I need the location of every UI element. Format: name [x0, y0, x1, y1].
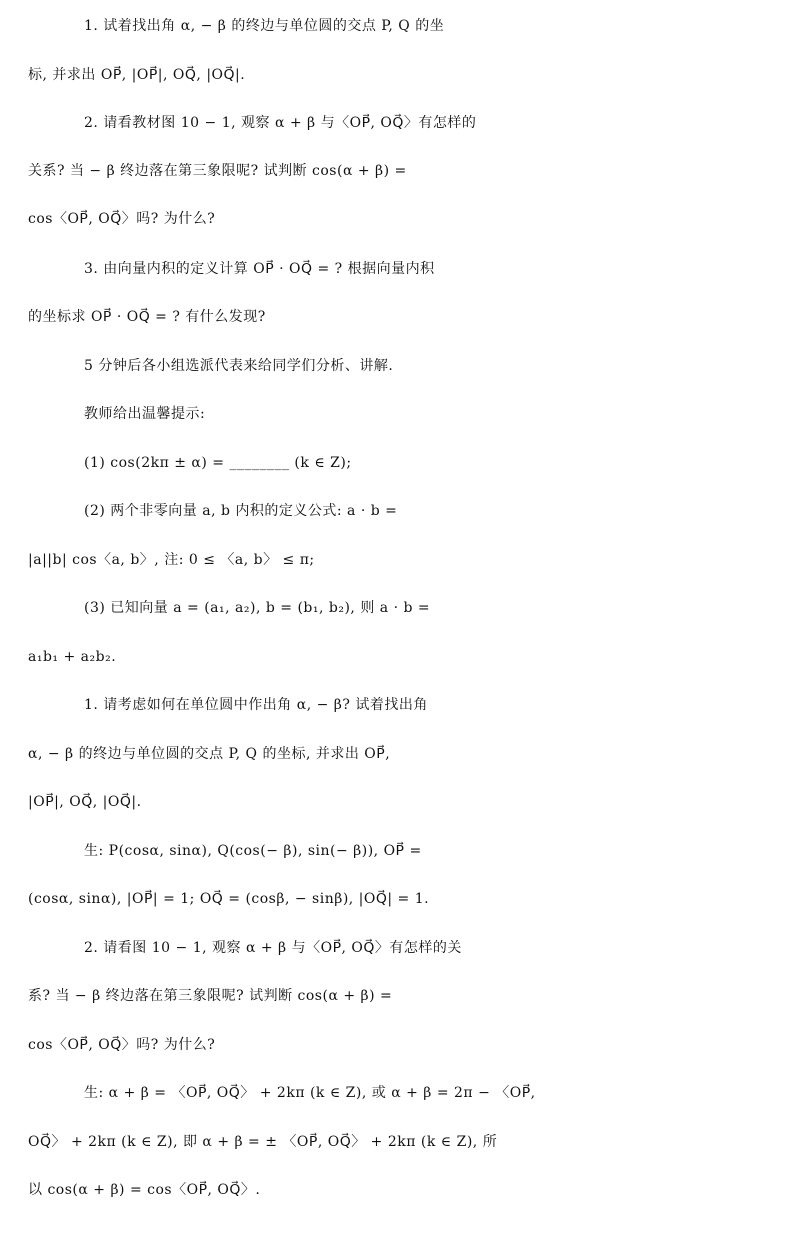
text-line-22: cos〈OP⃗, OQ⃗〉吗? 为什么? — [28, 1037, 216, 1053]
text-line-6: 3. 由向量内积的定义计算 OP⃗ · OQ⃗ = ? 根据向量内积 — [84, 261, 435, 277]
text-line-18: 生: P(cosα, sinα), Q(cos(− β), sin(− β)), OP⃗ = — [84, 843, 422, 859]
text-line-23: 生: α + β = 〈OP⃗, OQ⃗〉 + 2kπ (k ∈ Z), 或 α + β = 2π − 〈OP⃗, — [84, 1085, 536, 1101]
text-line-15: 1. 请考虑如何在单位圆中作出角 α, − β? 试着找出角 — [84, 697, 428, 713]
text-line-21: 系? 当 − β 终边落在第三象限呢? 试判断 cos(α + β) = — [28, 988, 393, 1004]
text-line-17: |OP⃗|, OQ⃗, |OQ⃗|. — [28, 794, 142, 810]
text-line-11: (2) 两个非零向量 a, b 内积的定义公式: a · b = — [84, 503, 398, 519]
text-line-10: (1) cos(2kπ ± α) = ________ (k ∈ Z); — [84, 455, 352, 471]
text-line-16: α, − β 的终边与单位圆的交点 P, Q 的坐标, 并求出 OP⃗, — [28, 746, 391, 762]
text-line-8: 5 分钟后各小组选派代表来给同学们分析、讲解. — [84, 358, 394, 374]
text-line-9: 教师给出温馨提示: — [84, 406, 206, 422]
text-line-1: 1. 试着找出角 α, − β 的终边与单位圆的交点 P, Q 的坐 — [84, 18, 445, 34]
text-line-20: 2. 请看图 10 − 1, 观察 α + β 与〈OP⃗, OQ⃗〉有怎样的关 — [84, 940, 462, 956]
text-line-7: 的坐标求 OP⃗ · OQ⃗ = ? 有什么发现? — [28, 309, 266, 325]
text-line-13: (3) 已知向量 a = (a₁, a₂), b = (b₁, b₂), 则 a · b = — [84, 600, 431, 616]
text-line-5: cos〈OP⃗, OQ⃗〉吗? 为什么? — [28, 211, 216, 227]
text-line-12: |a||b| cos〈a, b〉, 注: 0 ≤ 〈a, b〉 ≤ π; — [28, 552, 315, 568]
text-line-25: 以 cos(α + β) = cos〈OP⃗, OQ⃗〉. — [28, 1182, 261, 1198]
text-line-4: 关系? 当 − β 终边落在第三象限呢? 试判断 cos(α + β) = — [28, 163, 407, 179]
text-line-2: 标, 并求出 OP⃗, |OP⃗|, OQ⃗, |OQ⃗|. — [28, 67, 246, 83]
text-line-19: (cosα, sinα), |OP⃗| = 1; OQ⃗ = (cosβ, − sinβ), |OQ⃗| = 1. — [28, 891, 430, 907]
text-line-24: OQ⃗〉 + 2kπ (k ∈ Z), 即 α + β = ± 〈OP⃗, OQ⃗〉 + 2kπ (k ∈ Z), 所 — [28, 1134, 498, 1150]
text-line-3: 2. 请看教材图 10 − 1, 观察 α + β 与〈OP⃗, OQ⃗〉有怎样的 — [84, 115, 477, 131]
text-line-14: a₁b₁ + a₂b₂. — [28, 649, 117, 665]
